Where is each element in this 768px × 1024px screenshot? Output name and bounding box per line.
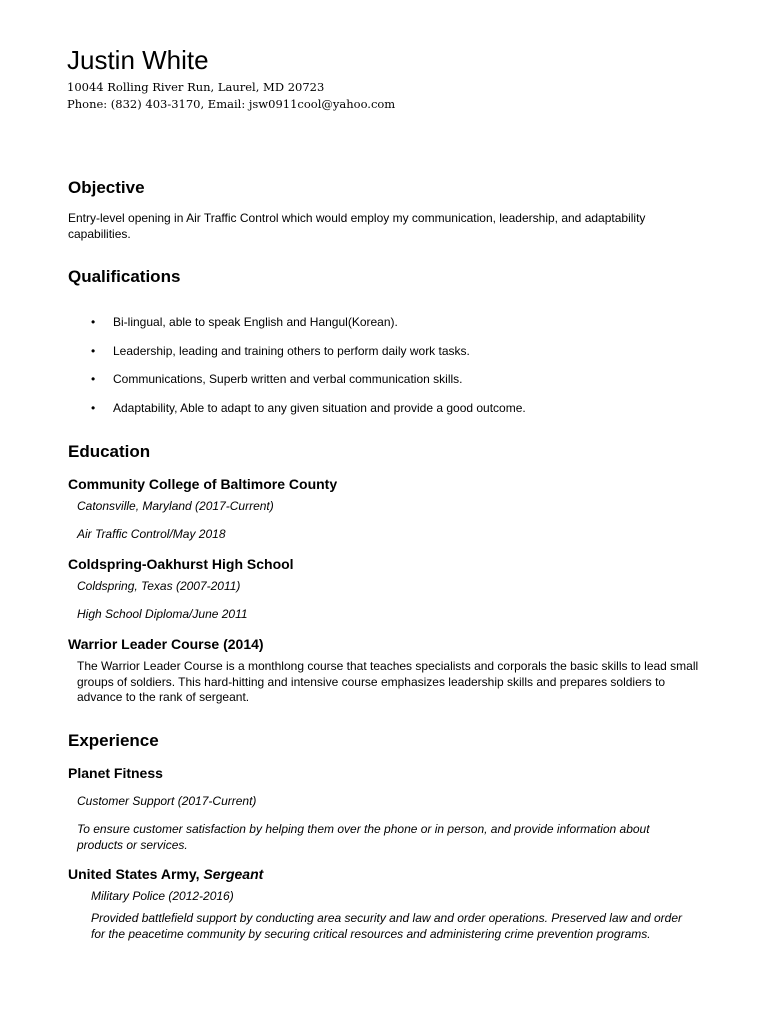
objective-text: Entry-level opening in Air Traffic Control which would employ my communication, leadership, and adaptability capabilities. bbox=[68, 211, 646, 241]
qualification-item: Leadership, leading and training others to perform daily work tasks. bbox=[113, 344, 470, 358]
qualifications-heading: Qualifications bbox=[68, 267, 181, 286]
objective-heading: Objective bbox=[68, 178, 145, 197]
qualification-item: Bi-lingual, able to speak English and Hangul(Korean). bbox=[113, 315, 398, 329]
school-detail: Air Traffic Control/May 2018 bbox=[77, 527, 226, 541]
bullet-icon: • bbox=[91, 344, 96, 358]
school-location: Coldspring, Texas (2007-2011) bbox=[77, 579, 241, 593]
bullet-icon: • bbox=[91, 315, 96, 329]
school-name: Community College of Baltimore County bbox=[68, 476, 338, 492]
experience-heading: Experience bbox=[68, 731, 159, 750]
employer-name bbox=[68, 865, 263, 883]
education-heading: Education bbox=[68, 442, 151, 461]
bullet-icon: • bbox=[91, 372, 96, 386]
qualification-item: Adaptability, Able to adapt to any given situation and provide a good outcome. bbox=[113, 401, 526, 415]
course-description: The Warrior Leader Course is a monthlong course that teaches specialists and corporals the basic skills to lead small groups of soldiers. This hard-hitting and intensive course emphasizes leadership skills and prepares soldiers to advance to the rank of sergeant. bbox=[77, 659, 699, 704]
job-role: Military Police (2012-2016) bbox=[91, 889, 234, 903]
bullet-icon: • bbox=[91, 401, 96, 415]
job-description: Provided battlefield support by conducting area security and law and order operations. Preserved law and order for the peacetime community by securing critical resources and administering crime prevention programs. bbox=[91, 911, 683, 941]
school-name: Coldspring-Oakhurst High School bbox=[68, 556, 294, 572]
course-name: Warrior Leader Course (2014) bbox=[68, 636, 264, 652]
job-role: Customer Support (2017-Current) bbox=[77, 794, 257, 808]
resume-name: Justin White bbox=[67, 45, 209, 75]
employer-name: Planet Fitness bbox=[68, 765, 163, 781]
job-title: Sergeant bbox=[203, 866, 264, 882]
employer-label: United States Army, bbox=[68, 866, 200, 882]
school-detail: High School Diploma/June 2011 bbox=[77, 607, 248, 621]
address-line: 10044 Rolling River Run, Laurel, MD 20723 bbox=[67, 80, 325, 94]
contact-line: Phone: (832) 403-3170, Email: jsw0911cool@yahoo.com bbox=[67, 97, 396, 111]
job-description: To ensure customer satisfaction by helping them over the phone or in person, and provide information about products or services. bbox=[77, 822, 650, 852]
school-location: Catonsville, Maryland (2017-Current) bbox=[77, 499, 274, 513]
qualification-item: Communications, Superb written and verbal communication skills. bbox=[113, 372, 463, 386]
